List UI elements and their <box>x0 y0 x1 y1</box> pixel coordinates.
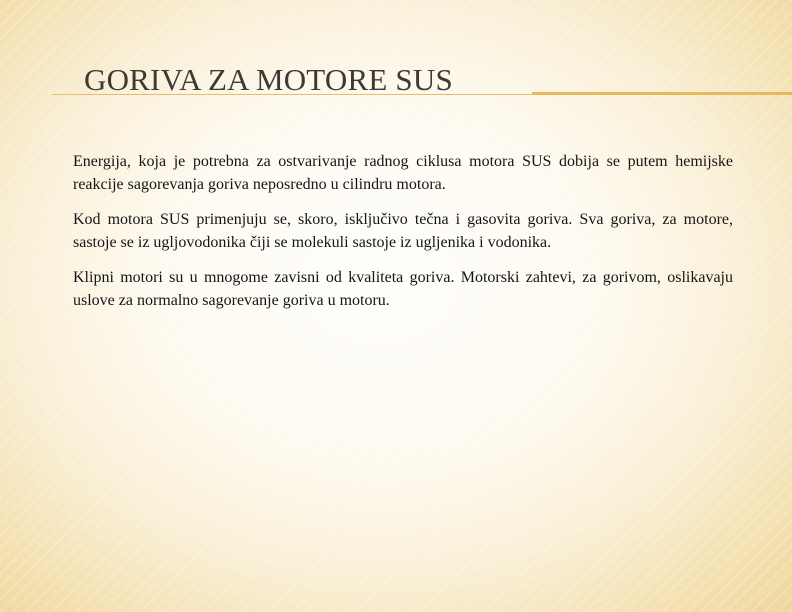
body-paragraph-1: Energija, koja je potrebna za ostvarivanje radnog ciklusa motora SUS dobija se putem hemijske reakcije sagorevanja goriva neposredno u cilindru motora. <box>73 153 733 193</box>
slide-body <box>73 150 733 324</box>
title-underline-accent <box>532 92 792 95</box>
body-paragraph-2: Kod motora SUS primenjuju se, skoro, isključivo tečna i gasovita goriva. Sva goriva, za motore, sastoje se iz ugljovodonika čiji se molekuli sastoje iz ugljenika i vodonika. <box>73 211 733 251</box>
slide-title: GORIVA ZA MOTORE SUS <box>84 62 453 97</box>
body-paragraph-3: Klipni motori su u mnogome zavisni od kvaliteta goriva. Motorski zahtevi, za gorivom, oslikavaju uslove za normalno sagorevanje goriva u motoru. <box>73 269 733 309</box>
